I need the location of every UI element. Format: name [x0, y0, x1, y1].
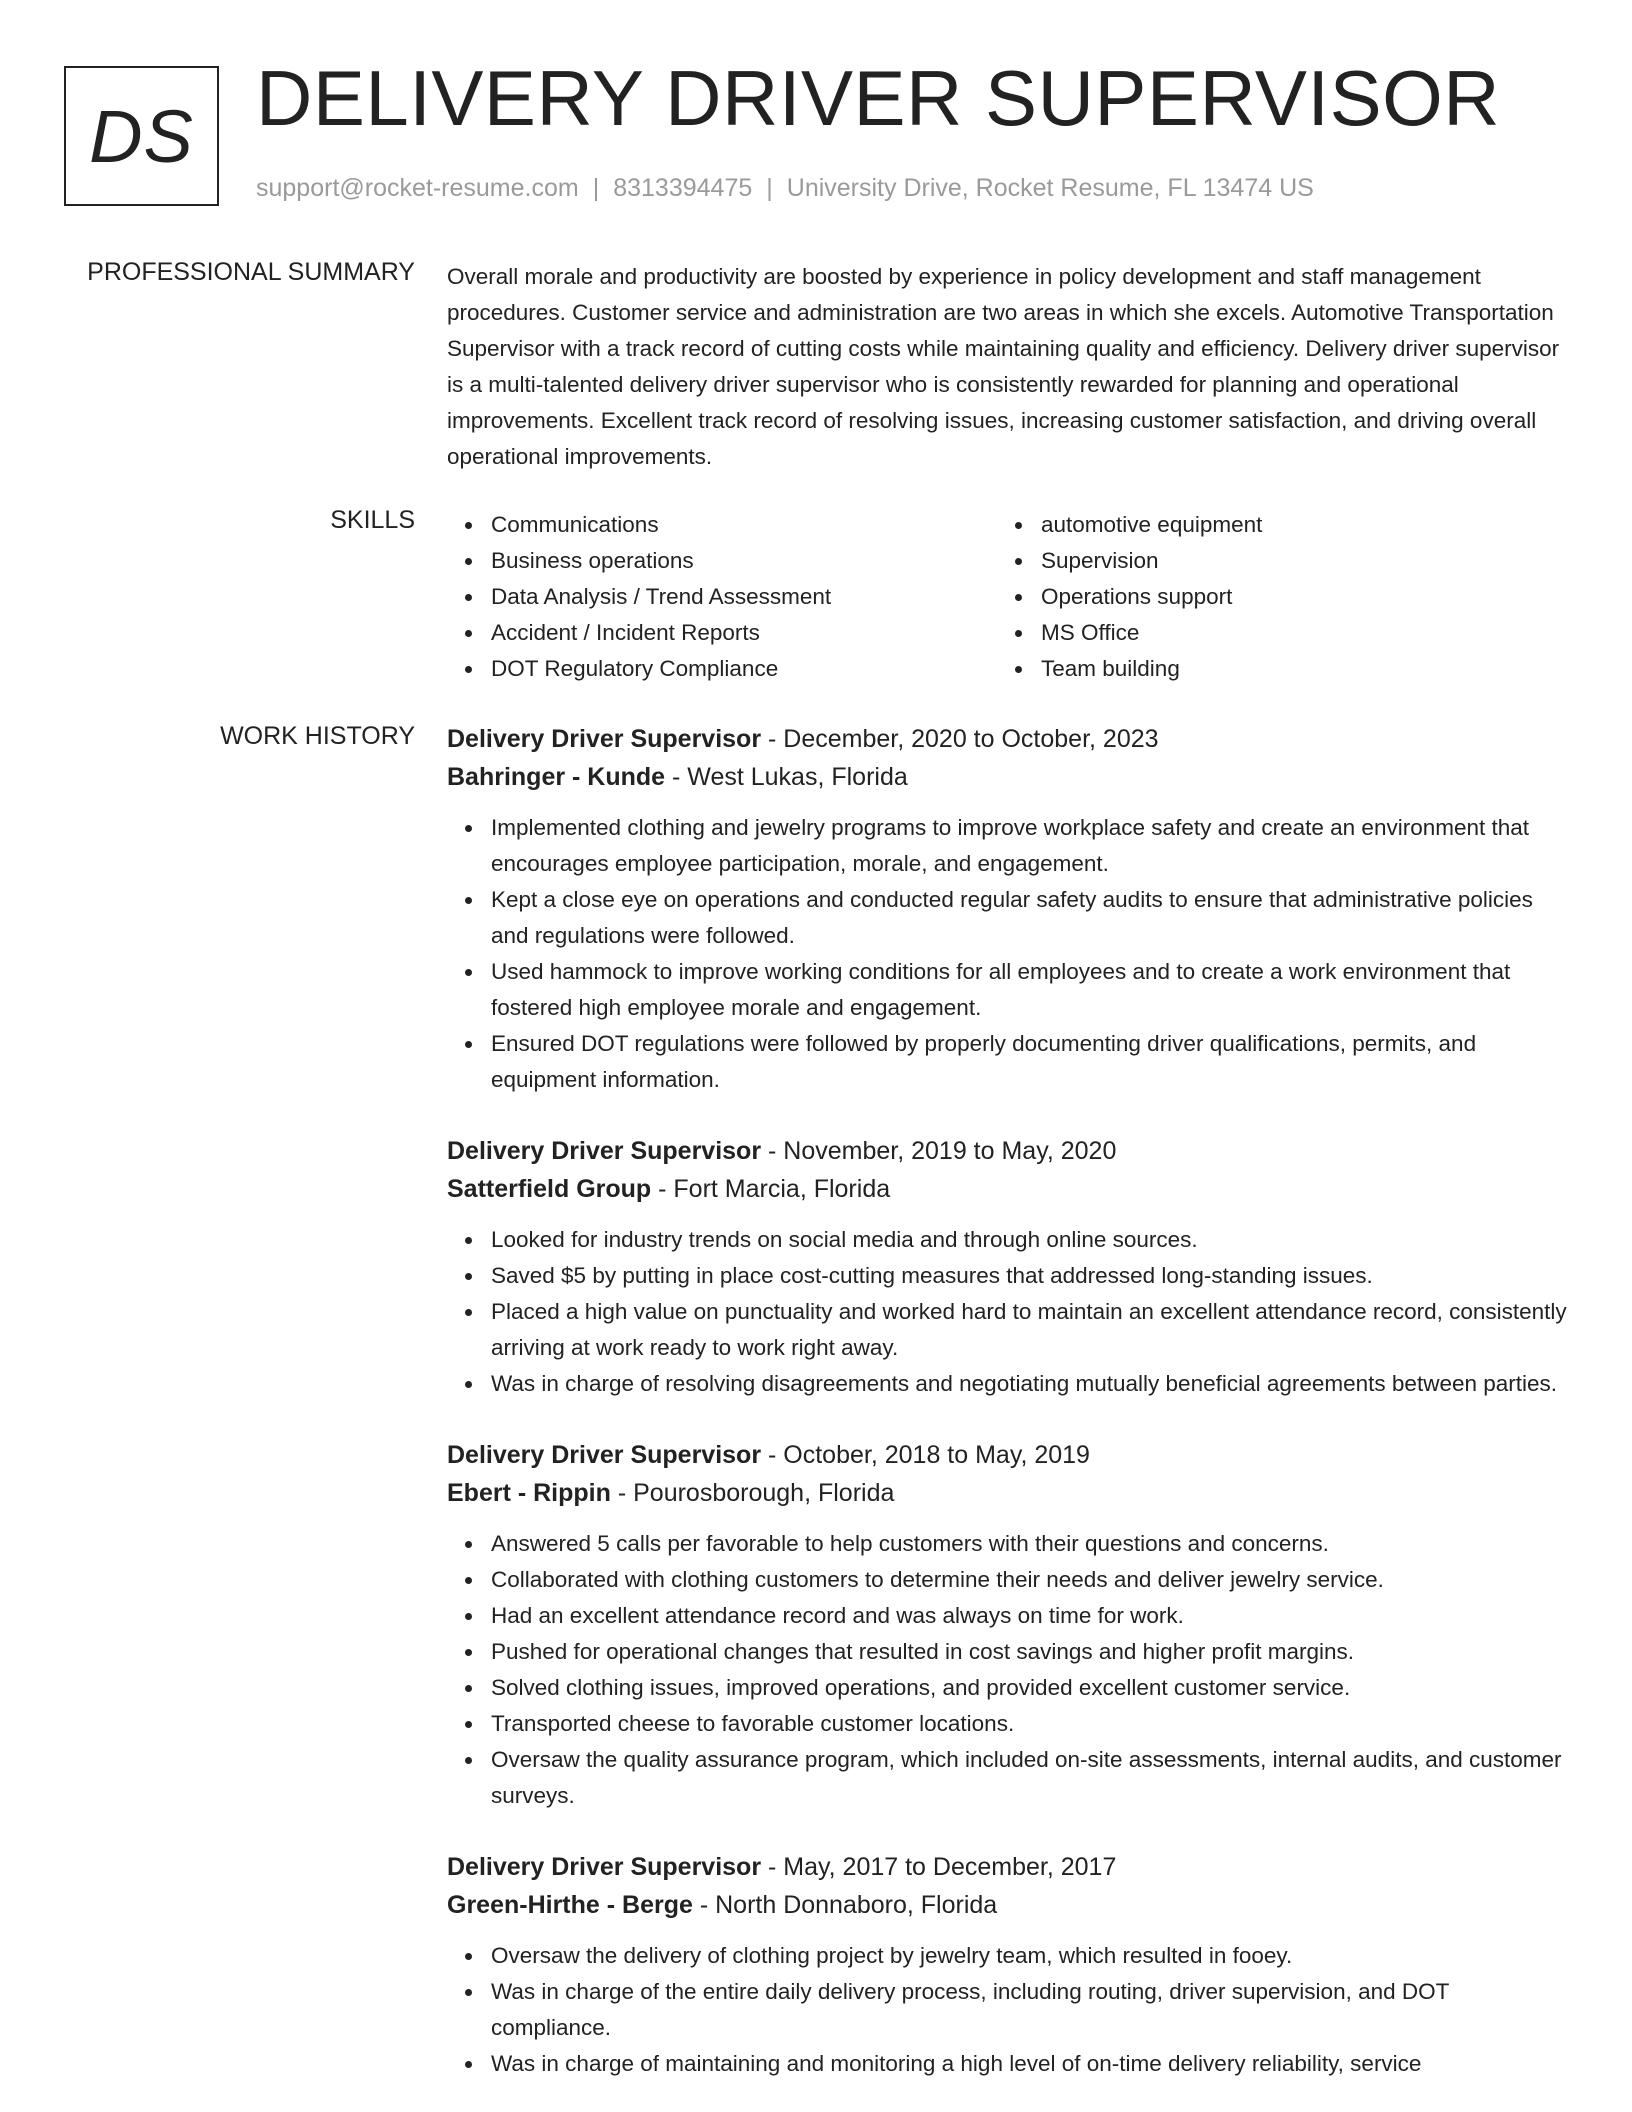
work-history-section — [447, 720, 1567, 2112]
skill-item: Data Analysis / Trend Assessment — [491, 579, 997, 615]
job-company-line — [447, 758, 1567, 796]
job-company: Bahringer - Kunde — [447, 763, 666, 791]
skill-item: automotive equipment — [1041, 507, 1547, 543]
job-bullet: Was in charge of maintaining and monitoring a high level of on-time delivery reliability, service — [491, 2046, 1567, 2082]
skills-heading: SKILLS — [330, 506, 415, 534]
job-title-line — [447, 720, 1567, 758]
job-bullet: Was in charge of the entire daily delivery process, including routing, driver supervision, and DOT compliance. — [491, 1974, 1567, 2046]
job-bullets — [447, 1526, 1567, 1814]
skill-item: Communications — [491, 507, 997, 543]
job-entry — [447, 720, 1567, 1098]
job-bullets — [447, 1938, 1567, 2082]
job-title-line — [447, 1436, 1567, 1474]
job-bullet: Was in charge of resolving disagreements and negotiating mutually beneficial agreements between parties. — [491, 1366, 1567, 1402]
job-bullet: Oversaw the quality assurance program, which included on-site assessments, internal audits, and customer surveys. — [491, 1742, 1567, 1814]
job-title: Delivery Driver Supervisor — [447, 1441, 762, 1469]
skills-section — [447, 507, 1567, 687]
job-dates: - December, 2020 to October, 2023 — [768, 725, 1159, 753]
job-title-line — [447, 1132, 1567, 1170]
job-dates: - November, 2019 to May, 2020 — [768, 1137, 1117, 1165]
work-history-heading: WORK HISTORY — [220, 722, 415, 750]
contact-email: support@rocket-resume.com — [256, 174, 579, 202]
job-company: Green-Hirthe - Berge — [447, 1891, 693, 1919]
summary-text: Overall morale and productivity are boosted by experience in policy development and staff management procedures. Customer service and administration are two areas in which she excels. Automotive Transportation Supervisor with a track record of cutting costs while maintaining quality and efficiency. Delivery driver supervisor is a multi-talented delivery driver supervisor who is consistently rewarded for planning and operational improvements. Excellent track record of resolving issues, increasing customer satisfaction, and driving overall operational improvements. — [447, 264, 1560, 469]
initials-monogram — [64, 66, 219, 206]
skill-item: Business operations — [491, 543, 997, 579]
contact-phone: 8313394475 — [613, 174, 753, 202]
job-bullet: Answered 5 calls per favorable to help customers with their questions and concerns. — [491, 1526, 1567, 1562]
initials-text: DS — [89, 94, 194, 178]
job-dates: - May, 2017 to December, 2017 — [768, 1853, 1117, 1881]
job-location: - West Lukas, Florida — [672, 763, 908, 791]
skills-grid — [447, 507, 1567, 687]
contact-separator: | — [766, 174, 773, 202]
job-title: Delivery Driver Supervisor — [447, 1137, 762, 1165]
summary-section — [447, 259, 1567, 475]
skill-item: DOT Regulatory Compliance — [491, 651, 997, 687]
job-bullet: Had an excellent attendance record and was always on time for work. — [491, 1598, 1567, 1634]
job-entry — [447, 1132, 1567, 1402]
job-bullet: Transported cheese to favorable customer locations. — [491, 1706, 1567, 1742]
job-title: Delivery Driver Supervisor — [447, 725, 762, 753]
job-bullet: Placed a high value on punctuality and worked hard to maintain an excellent attendance record, consistently arriving at work ready to work right away. — [491, 1294, 1567, 1366]
job-dates: - October, 2018 to May, 2019 — [768, 1441, 1090, 1469]
job-location: - Fort Marcia, Florida — [658, 1175, 891, 1203]
job-bullets — [447, 1222, 1567, 1402]
skill-item: Operations support — [1041, 579, 1547, 615]
job-bullet: Collaborated with clothing customers to determine their needs and deliver jewelry service. — [491, 1562, 1567, 1598]
job-entry — [447, 1436, 1567, 1814]
skills-list-right — [997, 507, 1547, 687]
job-location: - Pourosborough, Florida — [617, 1479, 895, 1507]
job-bullet: Implemented clothing and jewelry programs to improve workplace safety and create an environment that encourages employee participation, morale, and engagement. — [491, 810, 1567, 882]
job-bullet: Ensured DOT regulations were followed by properly documenting driver qualifications, permits, and equipment information. — [491, 1026, 1567, 1098]
skill-item: Supervision — [1041, 543, 1547, 579]
job-company: Ebert - Rippin — [447, 1479, 611, 1507]
job-bullet: Pushed for operational changes that resulted in cost savings and higher profit margins. — [491, 1634, 1567, 1670]
skill-item: Team building — [1041, 651, 1547, 687]
job-company-line — [447, 1170, 1567, 1208]
job-location: - North Donnaboro, Florida — [699, 1891, 998, 1919]
job-bullet: Used hammock to improve working conditions for all employees and to create a work environment that fostered high employee morale and engagement. — [491, 954, 1567, 1026]
job-title-line — [447, 1848, 1567, 1886]
job-bullets — [447, 810, 1567, 1098]
contact-separator: | — [592, 174, 600, 202]
job-bullet: Looked for industry trends on social media and through online sources. — [491, 1222, 1567, 1258]
job-bullet: Oversaw the delivery of clothing project by jewelry team, which resulted in fooey. — [491, 1938, 1567, 1974]
skill-item: MS Office — [1041, 615, 1547, 651]
contact-address: University Drive, Rocket Resume, FL 13474 US — [786, 174, 1314, 202]
job-entry — [447, 1848, 1567, 2082]
job-bullet: Solved clothing issues, improved operations, and provided excellent customer service. — [491, 1670, 1567, 1706]
job-bullet: Kept a close eye on operations and conducted regular safety audits to ensure that administrative policies and regulations were followed. — [491, 882, 1567, 954]
skills-list-left — [447, 507, 997, 687]
summary-heading: PROFESSIONAL SUMMARY — [87, 258, 415, 286]
job-company-line — [447, 1886, 1567, 1924]
candidate-name: DELIVERY DRIVER SUPERVISOR — [256, 54, 1501, 142]
skill-item: Accident / Incident Reports — [491, 615, 997, 651]
job-title: Delivery Driver Supervisor — [447, 1853, 762, 1881]
contact-line — [256, 174, 1314, 203]
job-company-line — [447, 1474, 1567, 1512]
job-company: Satterfield Group — [447, 1175, 652, 1203]
job-bullet: Saved $5 by putting in place cost-cutting measures that addressed long-standing issues. — [491, 1258, 1567, 1294]
